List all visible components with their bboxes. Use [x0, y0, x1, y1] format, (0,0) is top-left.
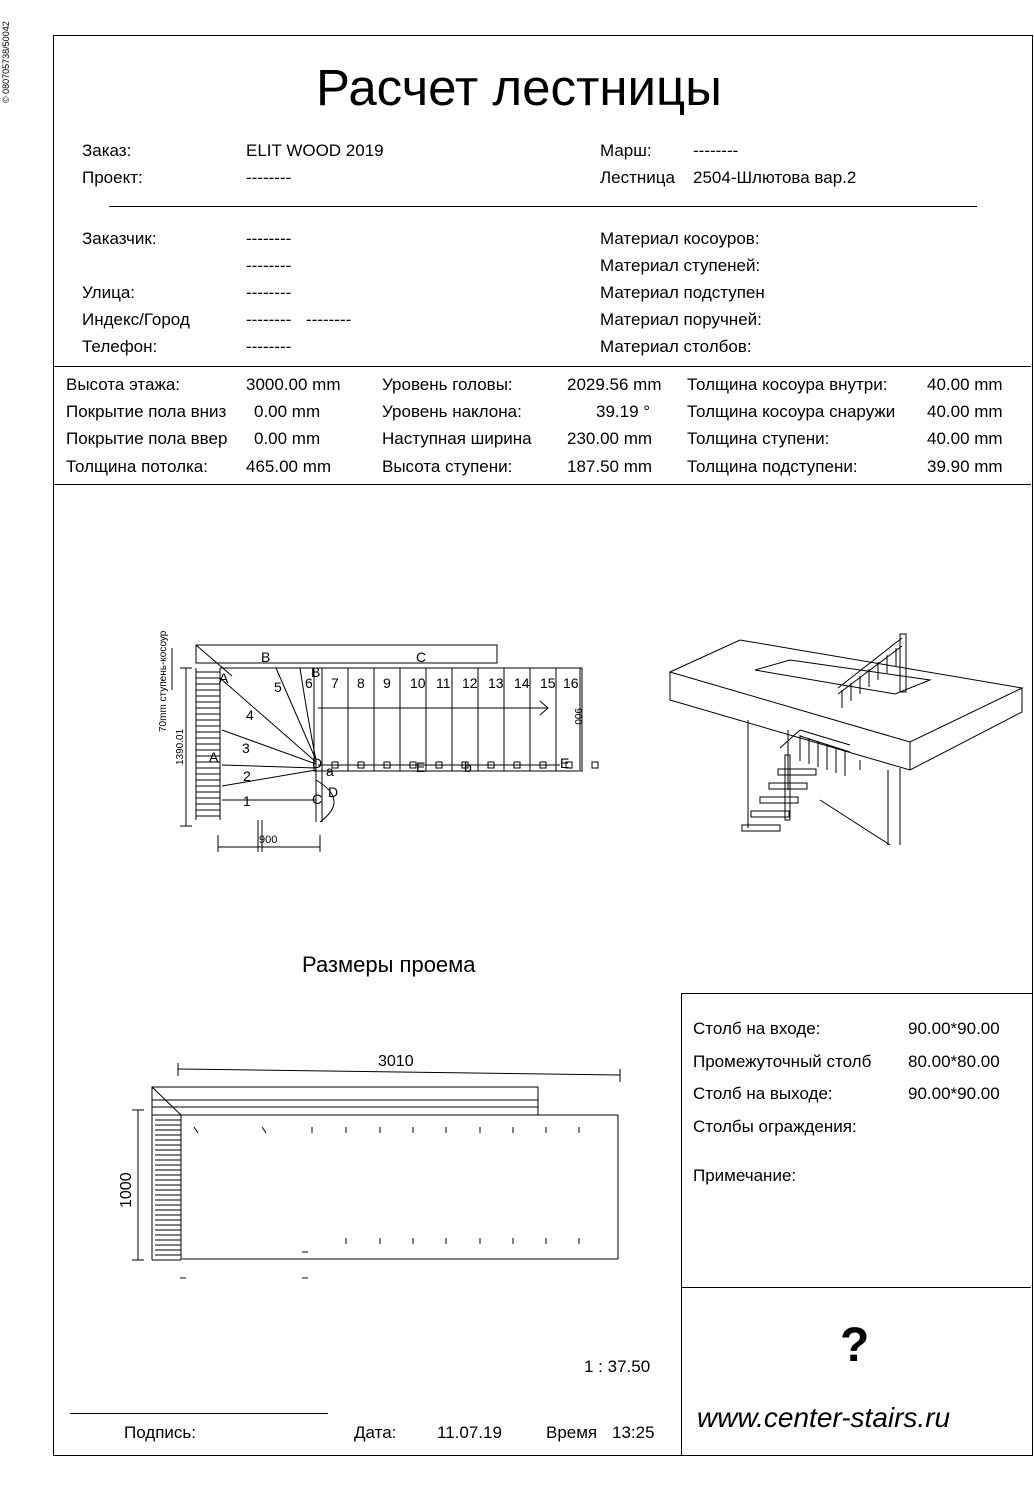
phone-value: -------- — [246, 337, 292, 356]
step-number-label: 2 — [243, 768, 251, 784]
plan-letter-d-bottom: D — [328, 784, 339, 800]
param-label: Толщина косоура снаружи — [687, 402, 896, 421]
post-entry-label: Столб на входе: — [693, 1019, 821, 1038]
time-label: Время — [546, 1423, 598, 1442]
customer-value-2: -------- — [246, 256, 292, 275]
note-label: Примечание: — [693, 1166, 797, 1185]
stair-plan-drawing — [150, 600, 600, 860]
plan-dim-right: 900 — [572, 708, 583, 725]
post-mid-label: Промежуточный столб — [693, 1052, 872, 1071]
param-value: 0.00 mm — [254, 429, 321, 448]
param-value: 230.00 mm — [567, 429, 653, 448]
plan-letter-a-small: a — [326, 763, 334, 779]
plan-letter-a-left: A — [209, 749, 219, 765]
signature-line — [70, 1413, 328, 1414]
order-value: ELIT WOOD 2019 — [246, 141, 384, 160]
march-label: Марш: — [600, 141, 652, 160]
opening-drawing — [110, 1040, 640, 1290]
divider-header — [53, 366, 1031, 367]
step-number-label: 15 — [540, 675, 556, 691]
posts-box-divider — [681, 1287, 1031, 1288]
param-label: Покрытие пола ввер — [66, 429, 228, 448]
step-number-label: 3 — [242, 740, 250, 756]
step-number-label: 7 — [331, 675, 339, 691]
param-label: Высота этажа: — [66, 375, 181, 394]
step-number-label: 13 — [488, 675, 504, 691]
post-exit-label: Столб на выходе: — [693, 1084, 833, 1103]
step-number-label: 1 — [243, 793, 251, 809]
param-label: Толщина потолка: — [66, 457, 208, 476]
step-number-label: 8 — [357, 675, 365, 691]
opening-tick — [194, 1127, 198, 1133]
step-number-label: 4 — [246, 707, 254, 723]
material-risers: Материал подступен — [600, 283, 765, 302]
plan-dim-height: 1390.01 — [175, 728, 186, 765]
post-entry-value: 90.00*90.00 — [908, 1019, 1000, 1038]
param-value: 2029.56 mm — [567, 375, 662, 394]
param-label: Толщина ступени: — [687, 429, 830, 448]
param-label: Наступная ширина — [382, 429, 532, 448]
customer-label: Заказчик: — [82, 229, 157, 248]
plan-letter-c-top: C — [416, 649, 427, 665]
customer-value-1: -------- — [246, 229, 292, 248]
param-label: Покрытие пола вниз — [66, 402, 227, 421]
street-label: Улица: — [82, 283, 135, 302]
material-stringers: Материал косоуров: — [600, 229, 760, 248]
stair-step — [778, 769, 816, 775]
stair-step — [760, 797, 798, 803]
stair-step — [751, 811, 789, 817]
step-number-label: 12 — [462, 675, 478, 691]
step-number-label: 6 — [305, 675, 313, 691]
stair-value: 2504-Шлютова вар.2 — [693, 168, 857, 187]
plan-letter-b-small: b — [464, 759, 472, 775]
order-label: Заказ: — [82, 141, 132, 160]
time-value: 13:25 — [612, 1423, 655, 1442]
side-code: © 080705738/50042 — [1, 21, 11, 103]
param-value: 465.00 mm — [246, 457, 332, 476]
step-number-label: 16 — [563, 675, 579, 691]
param-value: 3000.00 mm — [246, 375, 341, 394]
march-value: -------- — [693, 141, 739, 160]
param-value: 187.50 mm — [567, 457, 653, 476]
plan-letter-c-bottom: C — [312, 791, 323, 807]
plan-dim-width: 900 — [259, 834, 278, 846]
param-label: Уровень головы: — [382, 375, 513, 394]
material-steps: Материал ступеней: — [600, 256, 761, 275]
step-number-label: 11 — [436, 675, 451, 691]
website: www.center-stairs.ru — [697, 1402, 951, 1433]
plan-letter-b-left: B — [261, 649, 271, 665]
date-label: Дата: — [354, 1423, 397, 1442]
stair-label: Лестница — [600, 168, 675, 187]
divider-order — [109, 206, 977, 207]
param-label: Толщина подступени: — [687, 457, 858, 476]
street-value: -------- — [246, 283, 292, 302]
logo-question-icon: ? — [840, 1319, 870, 1372]
param-value: 0.00 mm — [254, 402, 321, 421]
opening-dim-height: 1000 — [118, 1172, 135, 1208]
plan-letter-e-mid: E — [416, 759, 426, 775]
plan-letter-d-top: D — [312, 755, 323, 771]
project-label: Проект: — [82, 168, 143, 187]
scale: 1 : 37.50 — [584, 1357, 651, 1376]
index-label: Индекс/Город — [82, 310, 190, 329]
phone-label: Телефон: — [82, 337, 158, 356]
param-label: Высота ступени: — [382, 457, 513, 476]
divider-params — [53, 484, 1031, 485]
param-value: 40.00 mm — [927, 402, 1003, 421]
param-value: 39.19 ° — [596, 402, 651, 421]
opening-title: Размеры проема — [302, 952, 476, 977]
page-title: Расчет лестницы — [316, 59, 722, 116]
post-exit-value: 90.00*90.00 — [908, 1084, 1000, 1103]
index-value-2: -------- — [306, 310, 352, 329]
step-number-label: 5 — [274, 679, 282, 695]
plan-letter-a-top: A — [219, 670, 229, 686]
date-value: 11.07.19 — [437, 1423, 502, 1442]
step-number-label: 14 — [514, 675, 530, 691]
param-value: 40.00 mm — [927, 429, 1003, 448]
material-posts: Материал столбов: — [600, 337, 752, 356]
opening-tick — [262, 1127, 266, 1133]
step-number-label: 9 — [383, 675, 391, 691]
baluster-mark — [592, 762, 598, 768]
plan-letter-e-right: E — [560, 755, 570, 771]
param-label: Уровень наклона: — [382, 402, 522, 421]
stair-3d-view — [660, 625, 1030, 855]
step-number-label: 10 — [410, 675, 426, 691]
sign-label: Подпись: — [124, 1423, 197, 1442]
post-mid-value: 80.00*80.00 — [908, 1052, 1000, 1071]
param-label: Толщина косоура внутри: — [687, 375, 888, 394]
project-value: -------- — [246, 168, 292, 187]
plan-letter-b-right: B — [311, 664, 321, 680]
index-value-1: -------- — [246, 310, 292, 329]
post-railing-label: Столбы ограждения: — [693, 1117, 857, 1136]
param-value: 39.90 mm — [927, 457, 1003, 476]
plan-vertical-note: 70mm ступень-косоур — [158, 630, 169, 732]
material-handrails: Материал поручней: — [600, 310, 762, 329]
param-value: 40.00 mm — [927, 375, 1003, 394]
opening-dim-width: 3010 — [378, 1053, 414, 1070]
